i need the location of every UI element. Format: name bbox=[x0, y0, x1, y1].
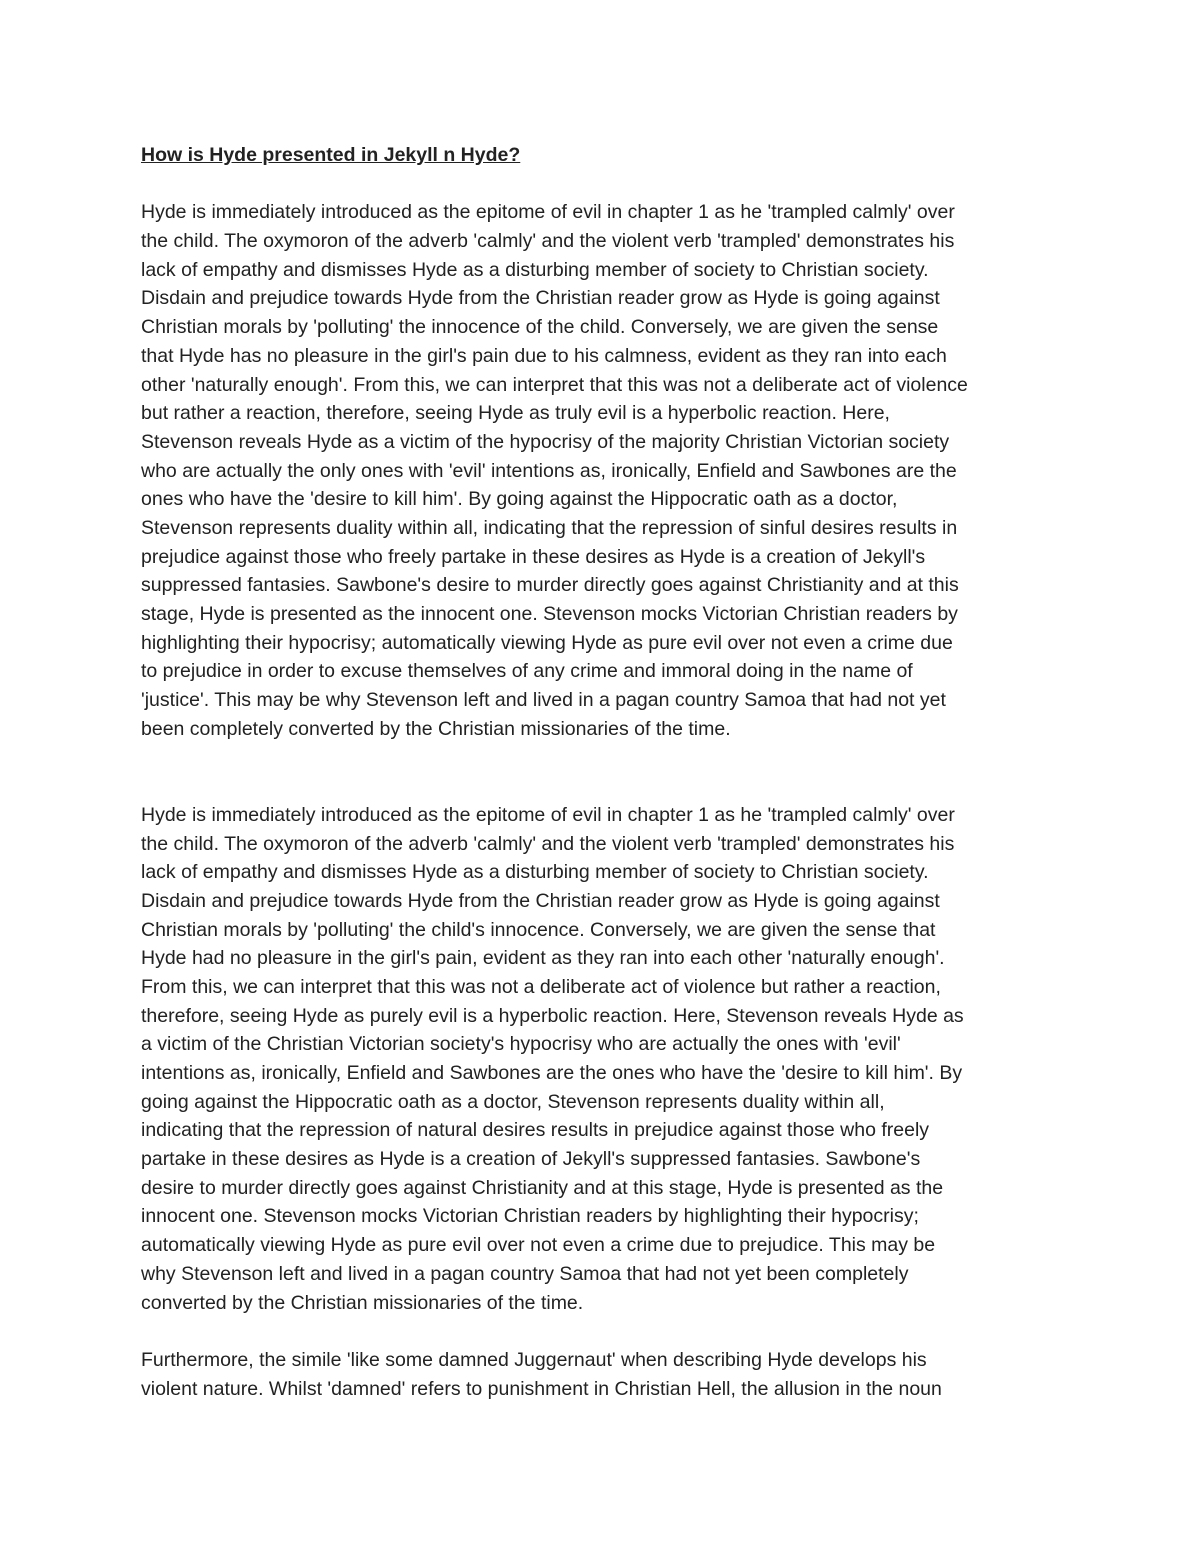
paragraph-line: who are actually the only ones with 'evil' intentions as, ironically, Enfield and Sawbones are the bbox=[141, 459, 957, 482]
paragraph-line: automatically viewing Hyde as pure evil over not even a crime due to prejudice. This may be bbox=[141, 1234, 936, 1257]
paragraph-3 bbox=[141, 1346, 1066, 1403]
paragraph-line: innocent one. Stevenson mocks Victorian Christian readers by highlighting their hypocrisy; bbox=[141, 1205, 919, 1228]
paragraph-line: partake in these desires as Hyde is a creation of Jekyll's suppressed fantasies. Sawbone's bbox=[141, 1148, 921, 1171]
paragraph-line: converted by the Christian missionaries of the time. bbox=[141, 1291, 584, 1314]
paragraph-line: Christian morals by 'polluting' the innocence of the child. Conversely, we are given the sense bbox=[141, 316, 939, 339]
spacer bbox=[141, 1317, 1066, 1346]
paragraph-line: Hyde is immediately introduced as the epitome of evil in chapter 1 as he 'trampled calmly' over bbox=[141, 803, 955, 826]
paragraph-line: lack of empathy and dismisses Hyde as a disturbing member of society to Christian society. bbox=[141, 861, 929, 884]
paragraph-1 bbox=[141, 198, 1066, 743]
paragraph-line: Stevenson reveals Hyde as a victim of the hypocrisy of the majority Christian Victorian society bbox=[141, 430, 950, 453]
paragraph-line: that Hyde has no pleasure in the girl's pain due to his calmness, evident as they ran into each bbox=[141, 344, 947, 367]
paragraph-line: Disdain and prejudice towards Hyde from the Christian reader grow as Hyde is going against bbox=[141, 889, 940, 912]
paragraph-line: prejudice against those who freely partake in these desires as Hyde is a creation of Jekyll's bbox=[141, 545, 926, 568]
paragraph-line: suppressed fantasies. Sawbone's desire to murder directly goes against Christianity and at this bbox=[141, 574, 959, 597]
paragraph-line: stage, Hyde is presented as the innocent one. Stevenson mocks Victorian Christian readers by bbox=[141, 603, 958, 625]
paragraph-line: been completely converted by the Christian missionaries of the time. bbox=[141, 717, 731, 740]
paragraph-line: other 'naturally enough'. From this, we can interpret that this was not a deliberate act of violence bbox=[141, 373, 968, 396]
paragraph-line: desire to murder directly goes against Christianity and at this stage, Hyde is presented as the bbox=[141, 1176, 944, 1199]
document-title: How is Hyde presented in Jekyll n Hyde? bbox=[141, 144, 521, 166]
paragraph-line: Hyde is immediately introduced as the epitome of evil in chapter 1 as he 'trampled calmly' over bbox=[141, 201, 955, 224]
paragraph-line: going against the Hippocratic oath as a doctor, Stevenson represents duality within all, bbox=[141, 1090, 885, 1113]
paragraph-line: From this, we can interpret that this was not a deliberate act of violence but rather a reaction, bbox=[141, 975, 941, 998]
paragraph-line: to prejudice in order to excuse themselves of any crime and immoral doing in the name of bbox=[141, 660, 913, 683]
spacer bbox=[141, 743, 1066, 800]
paragraph-2 bbox=[141, 801, 1066, 1317]
paragraph-line: violent nature. Whilst 'damned' refers to punishment in Christian Hell, the allusion in the noun bbox=[141, 1377, 942, 1400]
paragraph-line: ones who have the 'desire to kill him'. By going against the Hippocratic oath as a doctor, bbox=[141, 488, 898, 511]
paragraph-line: the child. The oxymoron of the adverb 'calmly' and the violent verb 'trampled' demonstrates his bbox=[141, 230, 955, 253]
paragraph-line: Disdain and prejudice towards Hyde from the Christian reader grow as Hyde is going against bbox=[141, 287, 940, 310]
paragraph-line: the child. The oxymoron of the adverb 'calmly' and the violent verb 'trampled' demonstrates his bbox=[141, 832, 955, 855]
paragraph-line: 'justice'. This may be why Stevenson left and lived in a pagan country Samoa that had not yet bbox=[141, 689, 946, 712]
paragraph-line: Furthermore, the simile 'like some damned Juggernaut' when describing Hyde develops his bbox=[141, 1348, 927, 1371]
paragraph-line: indicating that the repression of natural desires results in prejudice against those who freely bbox=[141, 1119, 930, 1142]
paragraph-line: but rather a reaction, therefore, seeing Hyde as truly evil is a hyperbolic reaction. Here, bbox=[141, 402, 890, 425]
spacer bbox=[141, 170, 1066, 199]
document-body bbox=[141, 141, 1066, 1403]
paragraph-line: therefore, seeing Hyde as purely evil is a hyperbolic reaction. Here, Stevenson reveals Hyde as bbox=[141, 1004, 964, 1027]
paragraph-line: lack of empathy and dismisses Hyde as a disturbing member of society to Christian society. bbox=[141, 258, 929, 281]
paragraph-line: Hyde had no pleasure in the girl's pain, evident as they ran into each other 'naturally enough'. bbox=[141, 947, 945, 970]
paragraph-line: a victim of the Christian Victorian society's hypocrisy who are actually the ones with 'evil' bbox=[141, 1033, 901, 1056]
paragraph-line: Christian morals by 'polluting' the child's innocence. Conversely, we are given the sense that bbox=[141, 918, 936, 941]
paragraph-line: Stevenson represents duality within all, indicating that the repression of sinful desires results in bbox=[141, 516, 958, 539]
paragraph-line: why Stevenson left and lived in a pagan country Samoa that had not yet been completely bbox=[141, 1262, 909, 1285]
paragraph-line: intentions as, ironically, Enfield and Sawbones are the ones who have the 'desire to kill him'. By bbox=[141, 1062, 963, 1085]
paragraph-line: highlighting their hypocrisy; automatically viewing Hyde as pure evil over not even a crime due bbox=[141, 631, 953, 654]
